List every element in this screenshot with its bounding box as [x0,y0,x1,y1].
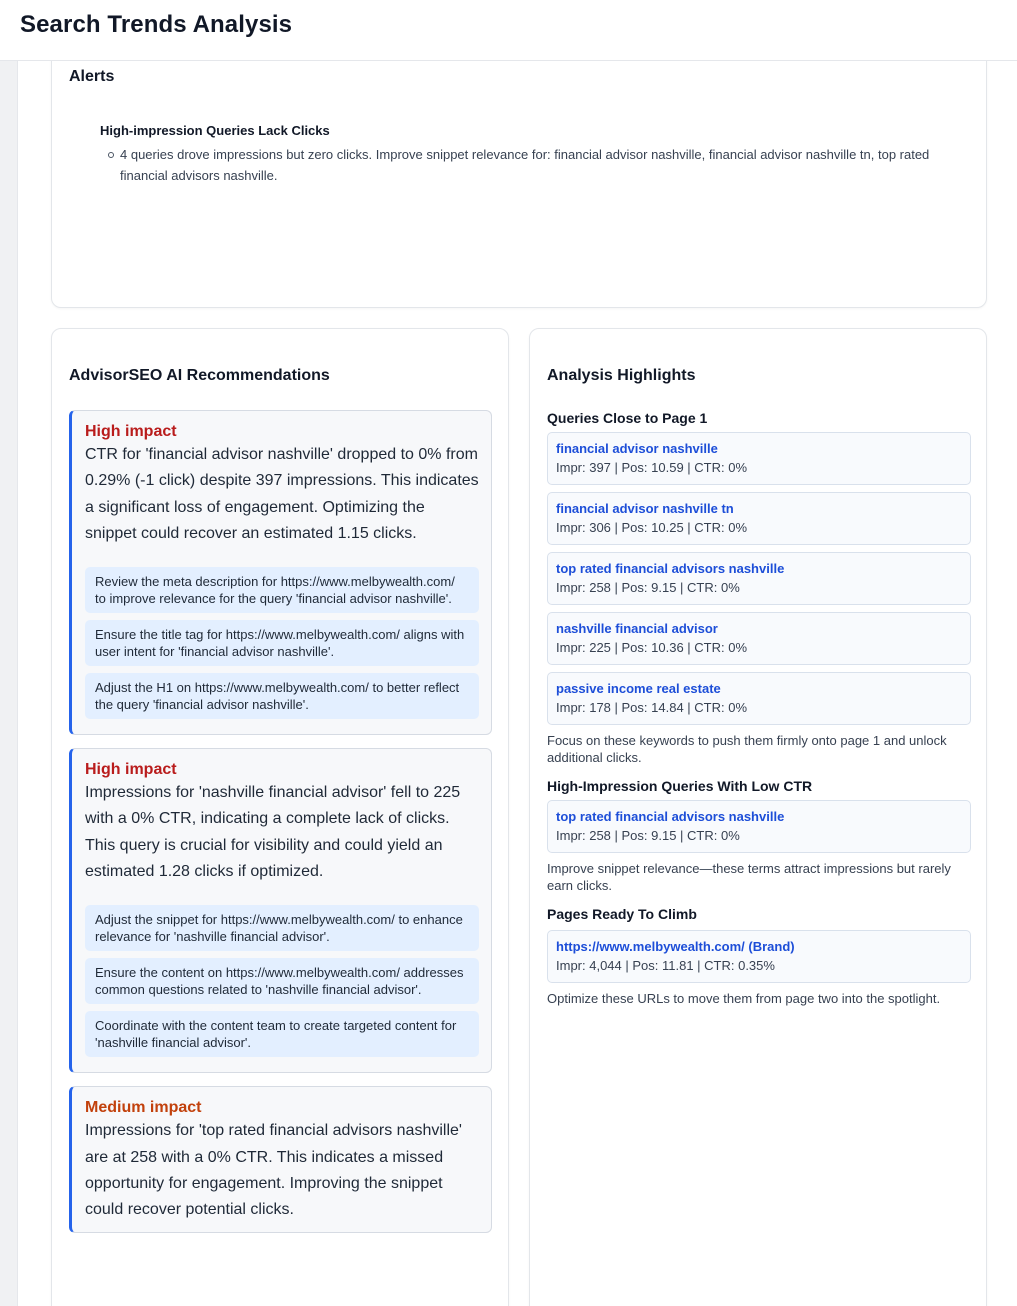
recommendations-title: AdvisorSEO AI Recommendations [69,367,330,384]
query-item [547,432,971,485]
alert-title: High-impression Queries Lack Clicks [100,123,330,138]
highlights-title: Analysis Highlights [547,367,696,384]
close-to-page1-title: Queries Close to Page 1 [547,410,708,426]
recommendations-list [69,410,492,1246]
recommendation-text: Impressions for 'top rated financial advisors nashville' are at 258 with a 0% CTR. This indicates a missed opportunity for engagement. Improving the snippet could recover potential clicks. [85,1122,462,1219]
query-stats: Impr: 178 | Pos: 14.84 | CTR: 0% [556,700,748,715]
page-title: Search Trends Analysis [20,11,293,38]
impact-label: High impact [85,761,177,779]
recommendation-text: CTR for 'financial advisor nashville' dropped to 0% from 0.29% (-1 click) despite 397 impressions. This indicates a significant loss of engagement. Optimizing the snippet could recover an estimated 1.15 clicks. [85,446,479,542]
query-name: financial advisor nashville tn [556,501,734,516]
query-name: passive income real estate [556,681,721,696]
alerts-title: Alerts [69,68,115,85]
action-item: Adjust the snippet for https://www.melbywealth.com/ to enhance relevance for 'nashville financial advisor'. [85,905,479,951]
impact-label: High impact [85,423,177,440]
action-item: Coordinate with the content team to create targeted content for 'nashville financial advisor'. [85,1011,479,1057]
query-name: financial advisor nashville [556,441,718,456]
query-stats: Impr: 306 | Pos: 10.25 | CTR: 0% [556,520,748,535]
recommendation-item [69,1086,492,1232]
left-scroll-rail [0,61,18,1306]
pages-note: Optimize these URLs to move them from page two into the spotlight. [547,991,941,1006]
low-ctr-title: High-Impression Queries With Low CTR [547,778,813,794]
query-name: nashville financial advisor [556,621,718,636]
action-item: Ensure the title tag for https://www.melbywealth.com/ aligns with user intent for 'financial advisor nashville'. [85,620,479,666]
circle-bullet-icon [108,152,114,158]
recommendations-card [51,328,509,1306]
query-stats: Impr: 258 | Pos: 9.15 | CTR: 0% [556,580,740,595]
query-stats: Impr: 397 | Pos: 10.59 | CTR: 0% [556,460,748,475]
query-item [547,552,971,605]
query-name: top rated financial advisors nashville [556,561,785,576]
action-item: Ensure the content on https://www.melbywealth.com/ addresses common questions related to 'nashville financial advisor'. [85,958,479,1004]
query-stats: Impr: 258 | Pos: 9.15 | CTR: 0% [556,828,740,843]
action-list [85,905,479,1057]
page-item [547,930,971,983]
alert-description-text: 4 queries drove impressions but zero clicks. Improve snippet relevance for: financial advisor nashville, financial advisor nashville tn, top rated financial advisors nashville. [120,147,930,183]
query-name: top rated financial advisors nashville [556,809,785,824]
close-to-page1-note: Focus on these keywords to push them firmly onto page 1 and unlock additional clicks. [547,733,947,765]
query-item [547,800,971,853]
query-stats: Impr: 225 | Pos: 10.36 | CTR: 0% [556,640,748,655]
page-url: https://www.melbywealth.com/ (Brand) [556,939,795,954]
query-item [547,492,971,545]
action-list [85,567,479,719]
impact-label: Medium impact [85,1099,202,1117]
action-item: Adjust the H1 on https://www.melbywealth.com/ to better reflect the query 'financial advisor nashville'. [85,673,479,719]
highlights-body [547,410,971,1019]
action-item: Review the meta description for https://www.melbywealth.com/ to improve relevance for the query 'financial advisor nashville'. [85,567,479,613]
query-item [547,612,971,665]
recommendation-text: Impressions for 'nashville financial advisor' fell to 225 with a 0% CTR, indicating a complete lack of clicks. This query is crucial for visibility and could yield an estimated 1.28 clicks if optimized. [85,784,461,881]
recommendation-item [69,748,492,1073]
highlights-card [529,328,987,1306]
pages-title: Pages Ready To Climb [547,906,697,922]
alert-item [100,123,960,186]
top-header [0,0,1017,61]
recommendation-item [69,410,492,735]
page-stats: Impr: 4,044 | Pos: 11.81 | CTR: 0.35% [556,958,775,973]
alert-description [100,144,960,186]
low-ctr-note: Improve snippet relevance—these terms attract impressions but rarely earn clicks. [547,861,951,893]
alerts-card [51,40,987,308]
query-item [547,672,971,725]
